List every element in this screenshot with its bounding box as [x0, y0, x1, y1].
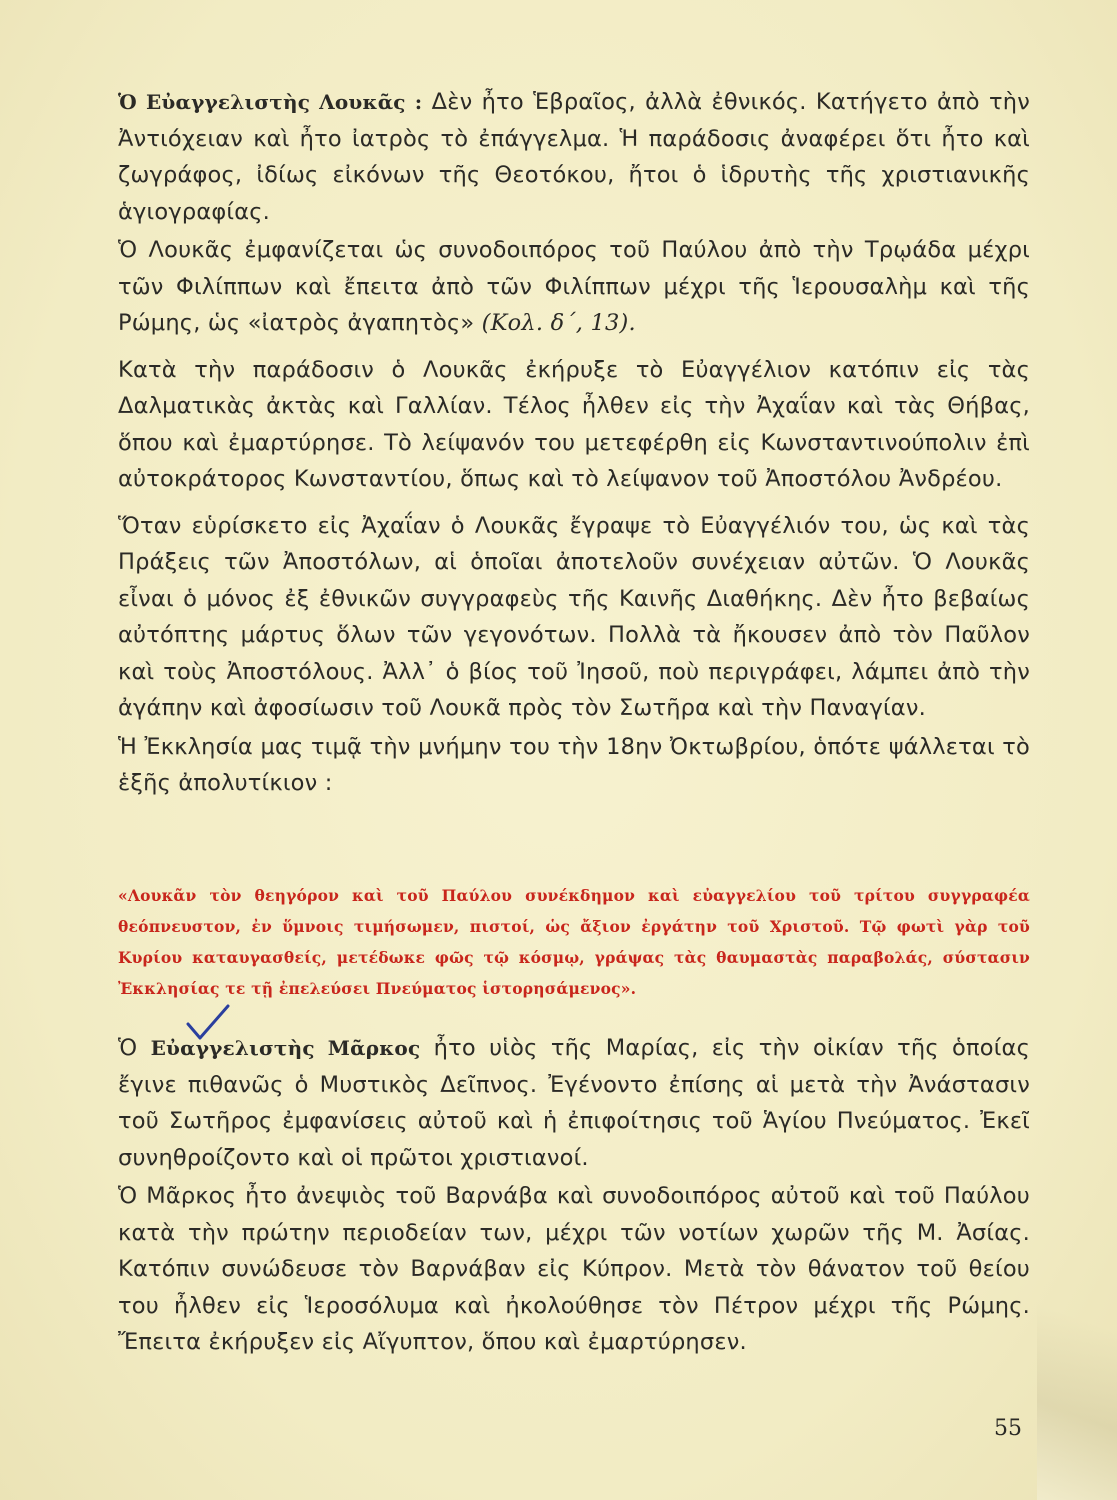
paragraph-gap: [118, 498, 1030, 508]
paragraph-gap: [118, 342, 1030, 352]
luke-paragraph-3: Κατὰ τὴν παράδοσιν ὁ Λουκᾶς ἐκήρυξε τὸ Εὐαγγέλιον κατόπιν εἰς τὰς Δαλματικὰς ἀκτὰς καὶ Γαλλίαν. Τέλος ἦλθεν εἰς τὴν Ἀχαΐαν καὶ τὰς Θήβας, ὅπου καὶ ἐμαρτύρησε. Τὸ λείψανόν του μετεφέρθη εἰς Κωνσταντινούπολιν ἐπὶ αὐτοκράτορος Κωνσταντίου, ὅπως καὶ τὸ λείψανον τοῦ Ἀποστόλου Ἀνδρέου.: [118, 356, 1030, 492]
mark-paragraph-2: Ὁ Μᾶρκος ἦτο ἀνεψιὸς τοῦ Βαρνάβα καὶ συνοδοιπόρος αὐτοῦ καὶ τοῦ Παύλου κατὰ τὴν πρώτην περιοδείαν των, μέχρι τῶν νοτίων χωρῶν τῆς Μ. Ἀσίας. Κατόπιν συνώδευσε τὸν Βαρνάβαν εἰς Κύπρον. Μετὰ τὸν θάνατον τοῦ θείου του ἦλθεν εἰς Ἱεροσόλυμα καὶ ἠκολούθησε τὸν Πέτρον μέχρι τῆς Ρώμης. Ἔπειτα ἐκήρυξεν εἰς Αἴγυπτον, ὅπου καὶ ἐμαρτύρησεν.: [118, 1183, 1030, 1355]
luke-paragraph-5: Ἡ Ἐκκλησία μας τιμᾷ τὴν μνήμην του τὴν 18ην Ὀκτωβρίου, ὁπότε ψάλλεται τὸ ἑξῆς ἀπολυτίκιον :: [118, 733, 1030, 796]
mark-paragraph-1: [118, 1030, 1030, 1176]
luke-heading: Ὁ Εὐαγγελιστὴς Λουκᾶς :: [118, 90, 423, 114]
mark-heading-article: Ὁ: [118, 1035, 151, 1061]
luke-paragraph-1: [118, 84, 1030, 230]
apolytikion-hymn: «Λουκᾶν τὸν θεηγόρον καὶ τοῦ Παύλου συνέκδημον καὶ εὐαγγελίου τοῦ τρίτου συγγραφέα θεόπνευστον, ἐν ὕμνοις τιμήσωμεν, πιστοί, ὡς ἄξιον ἐργάτην τοῦ Χριστοῦ. Τῷ φωτὶ γὰρ τοῦ Κυρίου καταυγασθείς, μετέδωκε φῶς τῷ κόσμῳ, γράψας τὰς θαυμαστὰς παραβολάς, σύστασιν Ἐκκλησίας τε τῇ ἐπελεύσει Πνεύματος ἱστορησάμενος».: [118, 886, 1030, 998]
page-number: 55: [994, 1416, 1022, 1441]
mark-paragraph-1-text: ἦτο υἱὸς τῆς Μαρίας, εἰς τὴν οἰκίαν τῆς ὁποίας ἔγινε πιθανῶς ὁ Μυστικὸς Δεῖπνος. Ἐγένοντο ἐπίσης αἱ μετὰ τὴν Ἀνάστασιν τοῦ Σωτῆρος ἐμφανίσεις αὐτοῦ καὶ ἡ ἐπιφοίτησις τοῦ Ἁγίου Πνεύματος. Ἐκεῖ συνηθροίζοντο καὶ οἱ πρῶτοι χριστιανοί.: [118, 1035, 1030, 1171]
mark-section: [118, 1030, 1030, 1361]
luke-paragraph-2-text: Ὁ Λουκᾶς ἐμφανίζεται ὡς συνοδοιπόρος τοῦ Παύλου ἀπὸ τὴν Τρῳάδα μέχρι τῶν Φιλίππων καὶ ἔπειτα ἀπὸ τῶν Φιλίππων μέχρι τῆς Ἱερουσαλὴμ καὶ τῆς Ρώμης, ὡς «ἰατρὸς ἀγαπητὸς»: [118, 237, 1030, 336]
luke-paragraph-4: Ὅταν εὑρίσκετο εἰς Ἀχαΐαν ὁ Λουκᾶς ἔγραψε τὸ Εὐαγγέλιόν του, ὡς καὶ τὰς Πράξεις τῶν Ἀποστόλων, αἱ ὁποῖαι ἀποτελοῦν συνέχειαν αὐτῶν. Ὁ Λουκᾶς εἶναι ὁ μόνος ἐξ ἐθνικῶν συγγραφεὺς τῆς Καινῆς Διαθήκης. Δὲν ἦτο βεβαίως αὐτόπτης μάρτυς ὅλων τῶν γεγονότων. Πολλὰ τὰ ἤκουσεν ἀπὸ τὸν Παῦλον καὶ τοὺς Ἀποστόλους. Ἀλλ᾽ ὁ βίος τοῦ Ἰησοῦ, ποὺ περιγράφει, λάμπει ἀπὸ τὴν ἀγάπην καὶ ἀφοσίωσιν τοῦ Λουκᾶ πρὸς τὸν Σωτῆρα καὶ τὴν Παναγίαν.: [118, 512, 1030, 721]
colossians-reference: (Κολ. δ΄, 13).: [474, 310, 636, 336]
luke-paragraph-2: [118, 232, 1030, 342]
luke-section: [118, 84, 1030, 802]
mark-heading: Εὐαγγελιστὴς Μᾶρκος: [150, 1036, 421, 1060]
page-fold-shadow: [1037, 1200, 1117, 1500]
luke-paragraph-1-text: Δὲν ἦτο Ἑβραῖος, ἀλλὰ ἐθνικός. Κατήγετο ἀπὸ τὴν Ἀντιόχειαν καὶ ἦτο ἰατρὸς τὸ ἐπάγγελμα. Ἡ παράδοσις ἀναφέρει ὅτι ἦτο καὶ ζωγράφος, ἰδίως εἰκόνων τῆς Θεοτόκου, ἤτοι ὁ ἱδρυτὴς τῆς χριστιανικῆς ἁγιογραφίας.: [118, 89, 1030, 225]
